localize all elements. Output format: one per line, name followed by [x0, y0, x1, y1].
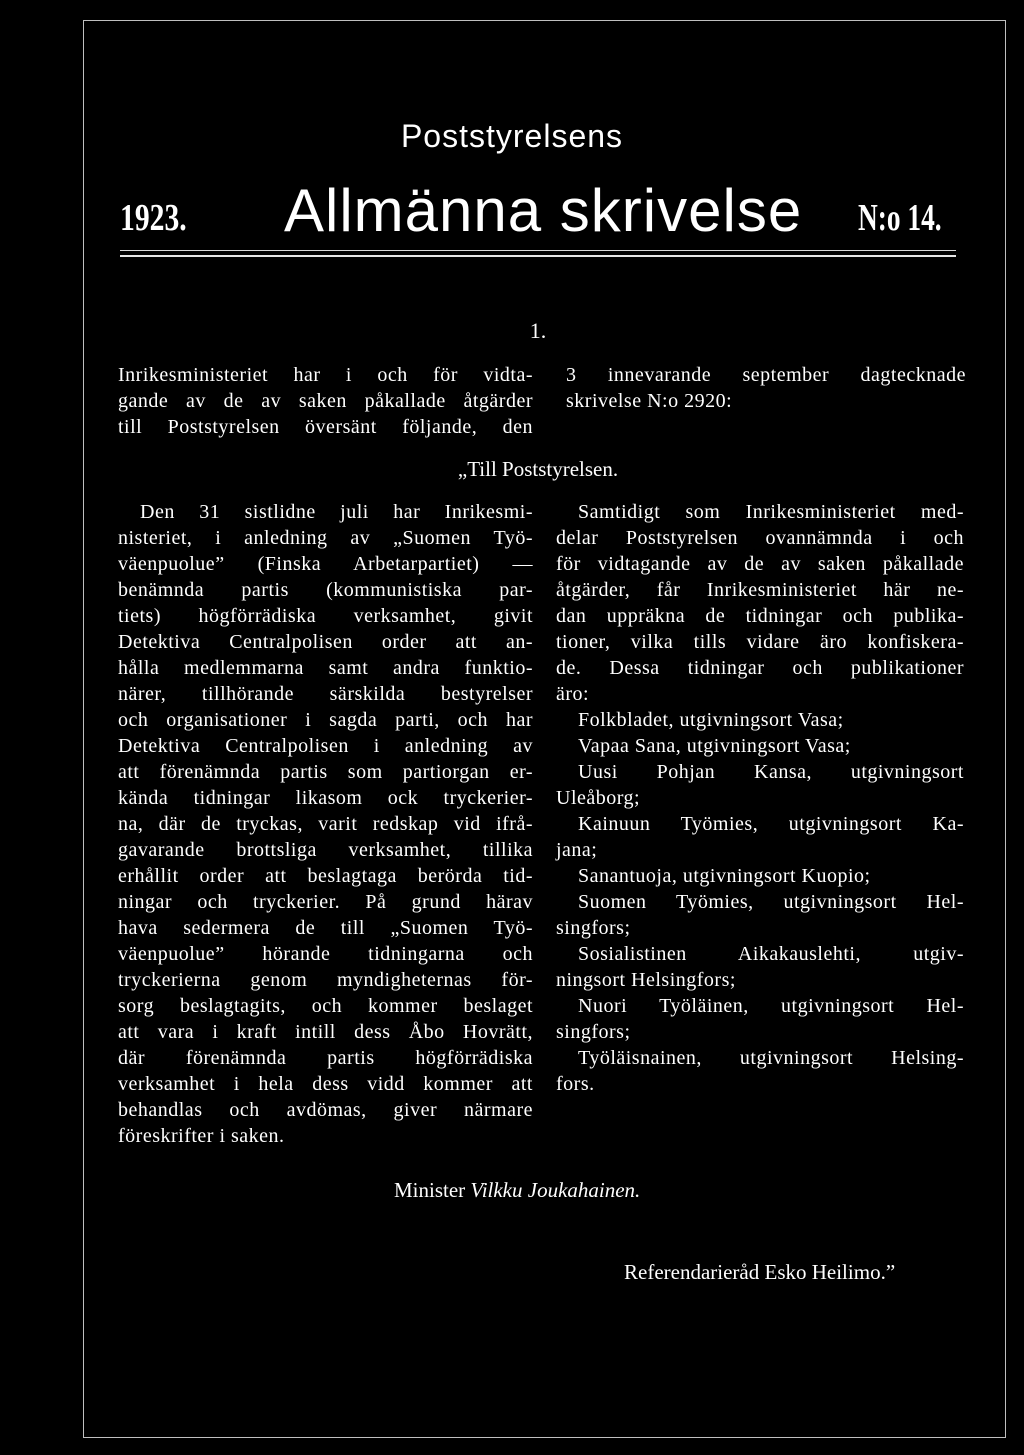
- referendary-signature: Referendarieråd Esko Heilimo.”: [624, 1260, 896, 1284]
- left-column: [118, 499, 533, 1149]
- intro-right-line: 3 innevarande september dagtecknade: [566, 364, 966, 386]
- body-line: behandlas och avdömas, giver närmare: [118, 1099, 533, 1121]
- body-line: Detektiva Centralpolisen i anledning av: [118, 735, 533, 757]
- body-line: föreskrifter i saken.: [118, 1125, 285, 1147]
- body-line: delar Poststyrelsen ovannämnda i och: [556, 527, 964, 549]
- publication-item: [556, 1045, 964, 1097]
- intro-left-line: gande av de av saken påkallade åtgärder: [118, 390, 533, 412]
- letter-address: „Till Poststyrelsen.: [457, 457, 619, 481]
- minister-name: Vilkku Joukahainen.: [470, 1178, 641, 1202]
- publication-line: Työläisnainen, utgivningsort Helsing-: [578, 1047, 964, 1069]
- intro-right: [566, 362, 966, 414]
- header-rule-thin: [120, 250, 956, 251]
- body-line: för vidtagande av de av saken påkallade: [556, 553, 964, 575]
- publication-line: ningsort Helsingfors;: [556, 969, 736, 991]
- publication-line: Kainuun Työmies, utgivningsort Ka-: [578, 813, 964, 835]
- body-line: ningar och tryckerier. På grund härav: [118, 891, 533, 913]
- body-line: tryckerierna genom myndigheternas för-: [118, 969, 533, 991]
- body-line: na, där de tryckas, varit redskap vid ifrå-: [118, 813, 533, 835]
- publication-line: Nuori Työläinen, utgivningsort Hel-: [578, 995, 964, 1017]
- body-line: Den 31 sistlidne juli har Inrikesmi-: [140, 501, 533, 523]
- body-line: gavarande brottsliga verksamhet, tillika: [118, 839, 533, 861]
- intro-left-line: till Poststyrelsen översänt följande, den: [118, 416, 533, 438]
- body-line: hålla medlemmarna samt andra funktio-: [118, 657, 533, 679]
- body-line: erhållit order att beslagtaga berörda tid-: [118, 865, 533, 887]
- publication-item: Sanantuoja, utgivningsort Kuopio;: [578, 865, 871, 887]
- body-line: äro:: [556, 683, 590, 705]
- body-line: verksamhet i hela dess vidd kommer att: [118, 1073, 533, 1095]
- body-line: väenpuolue” hörande tidningarna och: [118, 943, 533, 965]
- body-line: att förenämnda partis som partiorgan er-: [118, 761, 533, 783]
- publication-item: [556, 811, 964, 863]
- header-rule-thick: [120, 255, 956, 257]
- minister-title: Minister: [394, 1178, 466, 1202]
- body-line: nisteriet, i anledning av „Suomen Työ-: [118, 527, 533, 549]
- section-number: 1.: [529, 318, 547, 343]
- header-year: 1923.: [120, 197, 187, 239]
- header-kicker: Poststyrelsens: [400, 118, 624, 154]
- publication-item: Vapaa Sana, utgivningsort Vasa;: [578, 735, 851, 757]
- publication-line: singfors;: [556, 917, 631, 939]
- publication-line: singfors;: [556, 1021, 631, 1043]
- body-line: tioner, vilka tills vidare äro konfiskera-: [556, 631, 964, 653]
- body-line: dan uppräkna de tidningar och publika-: [556, 605, 964, 627]
- body-line: väenpuolue” (Finska Arbetarpartiet) —: [118, 553, 533, 575]
- body-line: åtgärder, får Inrikesministeriet här ne-: [556, 579, 964, 601]
- publication-line: Suomen Työmies, utgivningsort Hel-: [578, 891, 964, 913]
- intro-left: [118, 362, 533, 440]
- body-line: kända tidningar likasom ock tryckerier-: [118, 787, 533, 809]
- intro-left-line: Inrikesministeriet har i och för vidta-: [118, 364, 533, 386]
- body-line: tiets) högförrädiska verksamhet, givit: [118, 605, 533, 627]
- publication-item: [556, 889, 964, 941]
- publication-item: [556, 941, 964, 993]
- publication-line: Uleåborg;: [556, 787, 641, 809]
- publication-item: [556, 993, 964, 1045]
- publication-item: [556, 759, 964, 811]
- publication-item: Folkbladet, utgivningsort Vasa;: [578, 709, 844, 731]
- body-line: sorg beslagtagits, och kommer beslaget: [118, 995, 533, 1017]
- body-line: hava sedermera de till „Suomen Työ-: [118, 917, 533, 939]
- publication-line: Uusi Pohjan Kansa, utgivningsort: [578, 761, 964, 783]
- header-title: Allmänna skrivelse: [284, 177, 803, 244]
- body-line: och organisationer i sagda parti, och har: [118, 709, 533, 731]
- right-column: [556, 499, 964, 1097]
- body-line: närer, tillhörande särskilda bestyrelser: [118, 683, 533, 705]
- publication-line: Sosialistinen Aikakauslehti, utgiv-: [578, 943, 964, 965]
- header-number: N:o 14.: [858, 197, 942, 239]
- minister-signature: [394, 1178, 640, 1203]
- intro-right-line: skrivelse N:o 2920:: [566, 390, 733, 412]
- publication-line: fors.: [556, 1073, 595, 1095]
- body-line: Detektiva Centralpolisen order att an-: [118, 631, 533, 653]
- body-line: de. Dessa tidningar och publikationer: [556, 657, 964, 679]
- body-line: benämnda partis (kommunistiska par-: [118, 579, 533, 601]
- body-line: att vara i kraft intill dess Åbo Hovrätt,: [118, 1021, 533, 1043]
- body-line: där förenämnda partis högförrädiska: [118, 1047, 533, 1069]
- body-line: Samtidigt som Inrikesministeriet med-: [578, 501, 964, 523]
- publication-line: jana;: [556, 839, 598, 861]
